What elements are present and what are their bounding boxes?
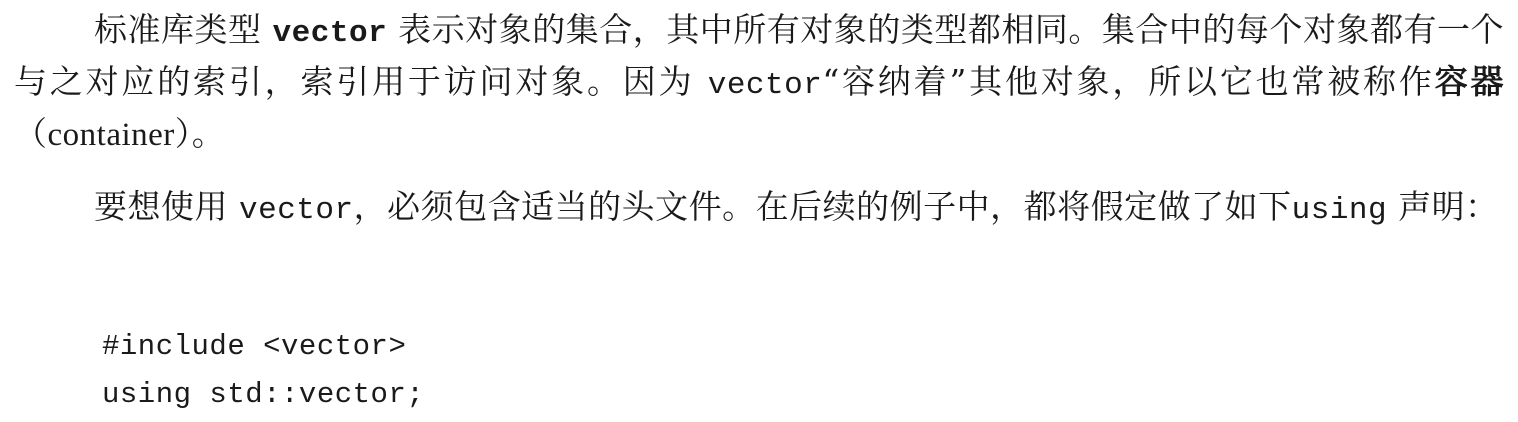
code-line-using: using std::vector; <box>102 378 425 411</box>
latin-term: container <box>47 117 175 153</box>
term-container: 容器 <box>1434 62 1504 101</box>
paragraph-header-usage <box>14 183 1504 235</box>
text-segment: “容纳着”其他对象，所以它也常被称作 <box>822 62 1435 101</box>
paren-close: ）。 <box>174 114 226 153</box>
paragraph-vector-intro <box>14 6 1504 159</box>
inline-code-keyword: vector <box>272 16 388 51</box>
code-line-include: #include <vector> <box>102 330 407 363</box>
inline-code-vector: vector <box>239 193 354 228</box>
text-segment: 声明： <box>1387 187 1499 226</box>
inline-code-vector: vector <box>707 68 823 103</box>
text-segment: 要想使用 <box>94 187 239 226</box>
paren-open: （ <box>14 114 48 153</box>
text-segment: ，必须包含适当的头文件。在后续的例子中，都将假定做了如下 <box>353 187 1292 226</box>
code-block <box>102 323 424 419</box>
text-segment: 标准库类型 <box>94 10 273 49</box>
inline-code-using: using <box>1291 193 1388 228</box>
text-segment: 表示对象的集合，其中所有对象的类型都相同。集合中的每个对象都有一个与之对应的索引，索引用于访问对象。因为 <box>14 10 1504 101</box>
